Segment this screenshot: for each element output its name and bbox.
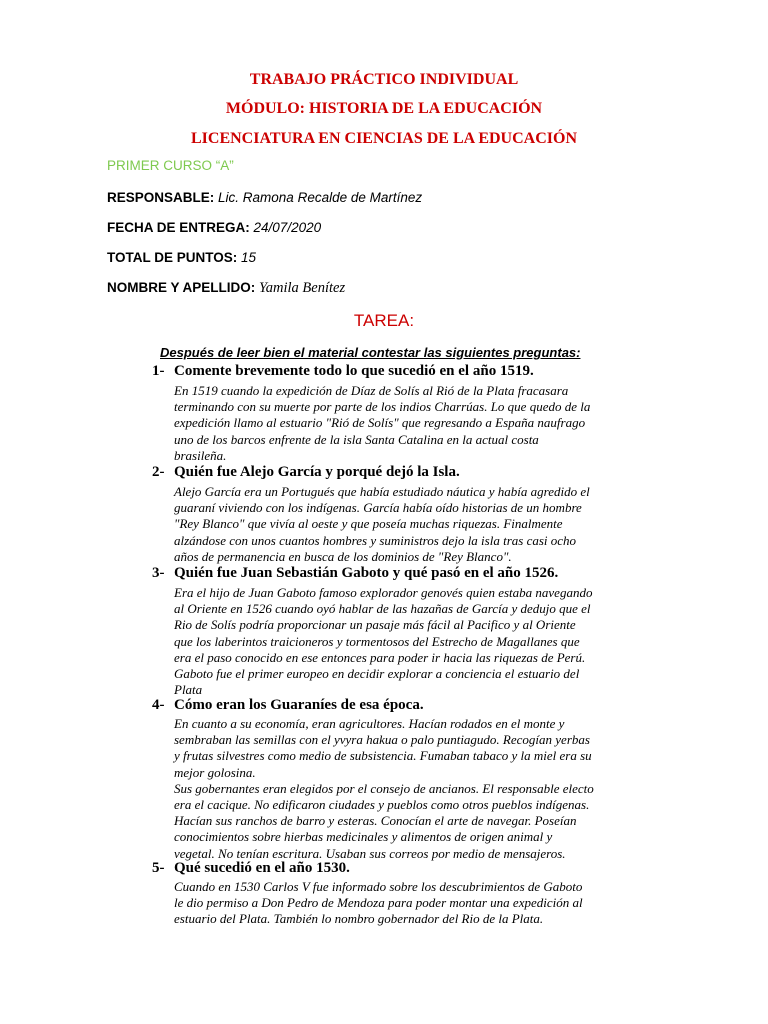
nombre-label: NOMBRE Y APELLIDO:	[107, 280, 256, 295]
answer-block	[174, 484, 644, 565]
responsable-field	[107, 190, 422, 205]
answer-line: conocimientos sobre hierbas medicinales y alimentos de origen animal y	[174, 829, 553, 845]
answer-line: expedición llamo al estuario "Rió de Solís" que regresando a España naufrago	[174, 415, 586, 431]
answer-block	[174, 716, 644, 862]
answer-line: Plata	[174, 682, 203, 698]
answer-line: En cuanto a su economía, eran agricultores. Hacían rodados en el monte y	[174, 716, 565, 731]
nombre-value: Yamila Benítez	[259, 280, 346, 296]
question-text: Qué sucedió en el año 1530.	[174, 860, 350, 876]
responsable-label: RESPONSABLE:	[107, 190, 215, 205]
question-number: 5-	[152, 860, 165, 876]
answer-line: Alejo García era un Portugués que había estudiado náutica y había agredido el	[174, 484, 590, 499]
answer-line: años de permanencia en busca de los dominios de "Rey Blanco".	[174, 548, 512, 564]
answer-line: Hacían sus ranchos de barro y esteras. Conocían el arte de navegar. Poseían	[174, 813, 577, 829]
question-text: Comente brevemente todo lo que sucedió en el año 1519.	[174, 363, 534, 379]
answer-line: terminando con su muerte por parte de los indios Charrúas. Lo que quedo de la	[174, 399, 591, 415]
answer-line: guaraní viviendo con los indígenas. García había oído historias de un hombre	[174, 500, 582, 516]
answer-line: Era el hijo de Juan Gaboto famoso explorador genovés quien estaba navegando	[174, 585, 593, 600]
question-number: 2-	[152, 464, 165, 480]
module-title: MÓDULO: HISTORIA DE LA EDUCACIÓN	[225, 100, 543, 117]
question-number: 4-	[152, 697, 165, 713]
question-text: Cómo eran los Guaraníes de esa época.	[174, 697, 424, 713]
answer-line: sembraban las semillas con el yvyra hakua o palo puntiagudo. Recogían yerbas	[174, 732, 590, 748]
answer-block	[174, 585, 644, 698]
answer-line: En 1519 cuando la expedición de Díaz de Solís al Rió de la Plata fracasara	[174, 383, 569, 398]
puntos-field	[107, 250, 256, 265]
question-text: Quién fue Juan Sebastián Gaboto y qué pasó en el año 1526.	[174, 565, 559, 581]
puntos-value: 15	[241, 250, 257, 265]
answer-line: era el cacique. No edificaron ciudades y pueblos como otros pueblos indígenas.	[174, 797, 590, 813]
question-number: 1-	[152, 363, 165, 379]
answer-line: mejor golosina.	[174, 764, 256, 780]
degree-title: LICENCIATURA EN CIENCIAS DE LA EDUCACIÓN	[191, 130, 577, 147]
fecha-label: FECHA DE ENTREGA:	[107, 220, 250, 235]
answer-line: y frutas silvestres como medio de subsistencia. Fumaban tabaco y la miel era su	[174, 748, 592, 764]
answer-line: al Oriente en 1526 cuando oyó hablar de las hazañas de García y dedujo que el	[174, 601, 591, 617]
answer-line: le dio permiso a Don Pedro de Mendoza para poder montar una expedición al	[174, 895, 583, 911]
document-title: TRABAJO PRÁCTICO INDIVIDUAL	[249, 71, 519, 88]
responsable-value: Lic. Ramona Recalde de Martínez	[218, 190, 423, 205]
answer-line: "Rey Blanco" que vivía al oeste y que poseía muchas riquezas. Finalmente	[174, 516, 563, 532]
answer-line: era el paso conocido en ese entonces para poder ir hacia las riquezas de Perú.	[174, 649, 586, 665]
answer-line: Rio de Solís podría proporcionar un pasaje más fácil al Pacifico y al Oriente	[174, 617, 576, 633]
answer-line: estuario del Plata. También lo nombro gobernador del Rio de la Plata.	[174, 911, 544, 927]
answer-block	[174, 383, 644, 464]
course-label: PRIMER CURSO “A”	[107, 158, 234, 173]
fecha-field	[107, 220, 321, 235]
question-number: 3-	[152, 565, 165, 581]
answer-block	[174, 879, 644, 928]
nombre-field	[107, 280, 345, 297]
answer-line: alzándose con unos cuantos hombres y suministros dejo la isla tras casi ocho	[174, 532, 577, 548]
answer-line: Cuando en 1530 Carlos V fue informado sobre los descubrimientos de Gaboto	[174, 879, 583, 894]
question-text: Quién fue Alejo García y porqué dejó la Isla.	[174, 464, 460, 480]
answer-line: brasileña.	[174, 447, 227, 463]
answer-line: Sus gobernantes eran elegidos por el consejo de ancianos. El responsable electo	[174, 780, 594, 796]
answer-line: Gaboto fue el primer europeo en decidir explorar a conciencia el estuario del	[174, 666, 580, 682]
instruction-text: Después de leer bien el material contestar las siguientes preguntas:	[160, 345, 581, 360]
puntos-label: TOTAL DE PUNTOS:	[107, 250, 238, 265]
answer-line: uno de los barcos enfrente de la isla Santa Catalina en la actual costa	[174, 431, 539, 447]
tarea-heading: TAREA:	[353, 311, 415, 330]
fecha-value: 24/07/2020	[253, 220, 322, 235]
answer-line: que los laberintos traicioneros y tormentosos del Estrecho de Magallanes que	[174, 633, 580, 649]
answer-line: vegetal. No tenían escritura. Usaban sus correos por medio de mensajeros.	[174, 845, 566, 861]
